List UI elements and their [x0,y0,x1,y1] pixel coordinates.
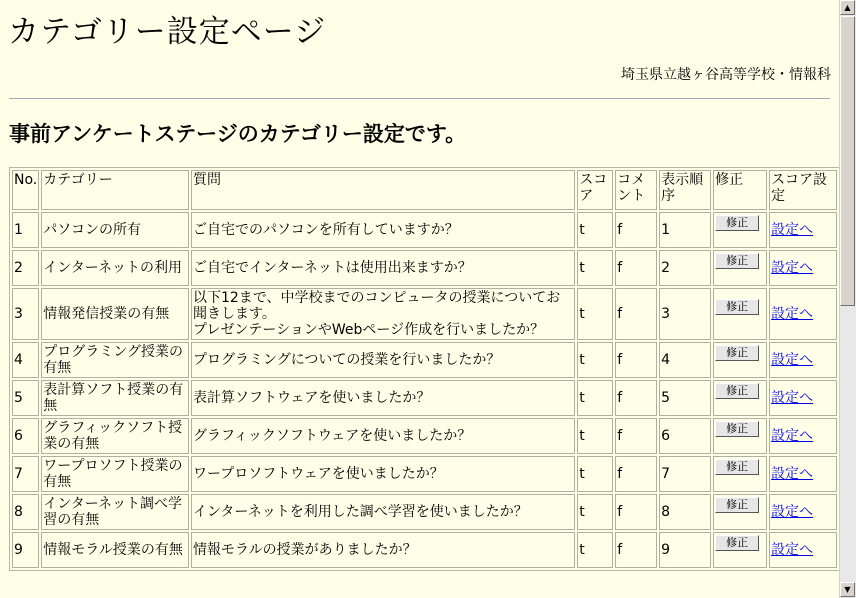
edit-button[interactable]: 修正 [715,535,759,551]
page-title: カテゴリー設定ページ [8,14,327,50]
cell-order: 6 [659,418,711,454]
table-row [12,494,837,530]
cell-category: ワープロソフト授業の有無 [41,456,189,492]
edit-button[interactable]: 修正 [715,253,759,269]
cell-order: 3 [659,288,711,340]
cell-score: t [577,456,613,492]
cell-comment: f [615,342,657,378]
cell-edit [713,380,767,416]
cell-score-setting [769,456,837,492]
score-setting-link[interactable]: 設定へ [771,542,814,558]
table-row [12,288,837,340]
cell-category: インターネット調べ学習の有無 [41,494,189,530]
cell-comment: f [615,456,657,492]
cell-no: 6 [12,418,39,454]
edit-button[interactable]: 修正 [715,497,759,513]
score-setting-link[interactable]: 設定へ [771,428,814,444]
category-table [9,167,840,571]
col-score-setting: スコア設定 [769,170,837,210]
vertical-scrollbar[interactable] [839,0,856,598]
cell-score-setting [769,342,837,378]
cell-category: インターネットの利用 [41,250,189,286]
cell-edit [713,418,767,454]
cell-score: t [577,418,613,454]
cell-order: 4 [659,342,711,378]
table-header-row [12,170,837,210]
score-setting-link[interactable]: 設定へ [771,390,814,406]
score-setting-link[interactable]: 設定へ [771,306,814,322]
table-row [12,250,837,286]
cell-score-setting [769,250,837,286]
col-score: スコア [577,170,613,210]
cell-category: プログラミング授業の有無 [41,342,189,378]
cell-score: t [577,380,613,416]
edit-button[interactable]: 修正 [715,215,759,231]
edit-button[interactable]: 修正 [715,299,759,315]
col-order: 表示順序 [659,170,711,210]
cell-question: プログラミングについての授業を行いましたか？ [191,342,575,378]
cell-comment: f [615,212,657,248]
cell-edit [713,288,767,340]
score-setting-link[interactable]: 設定へ [771,222,814,238]
cell-no: 4 [12,342,39,378]
table-row [12,342,837,378]
cell-question: ご自宅でインターネットは使用出来ますか？ [191,250,575,286]
cell-edit [713,456,767,492]
cell-comment: f [615,288,657,340]
table-row [12,456,837,492]
col-category: カテゴリー [41,170,189,210]
down-arrow-icon[interactable]: ▼ [840,582,855,597]
cell-edit [713,212,767,248]
cell-edit [713,494,767,530]
organization-name: 埼玉県立越ヶ谷高等学校・情報科 [621,67,831,83]
cell-question: 情報モラルの授業がありましたか？ [191,532,575,568]
cell-score-setting [769,212,837,248]
score-setting-link[interactable]: 設定へ [771,260,814,276]
cell-question: ワープロソフトウェアを使いましたか？ [191,456,575,492]
cell-category: 情報発信授業の有無 [41,288,189,340]
cell-edit [713,342,767,378]
cell-score: t [577,342,613,378]
score-setting-link[interactable]: 設定へ [771,352,814,368]
cell-score: t [577,494,613,530]
cell-order: 8 [659,494,711,530]
cell-order: 2 [659,250,711,286]
cell-question: グラフィックソフトウェアを使いましたか？ [191,418,575,454]
table-row [12,380,837,416]
cell-no: 7 [12,456,39,492]
edit-button[interactable]: 修正 [715,383,759,399]
cell-no: 9 [12,532,39,568]
cell-edit [713,250,767,286]
edit-button[interactable]: 修正 [715,459,759,475]
cell-question: 表計算ソフトウェアを使いましたか？ [191,380,575,416]
score-setting-link[interactable]: 設定へ [771,504,814,520]
cell-order: 9 [659,532,711,568]
cell-category: グラフィックソフト授業の有無 [41,418,189,454]
cell-question: インターネットを利用した調べ学習を使いましたか？ [191,494,575,530]
cell-question: ご自宅でのパソコンを所有していますか？ [191,212,575,248]
cell-no: 5 [12,380,39,416]
cell-order: 7 [659,456,711,492]
cell-comment: f [615,494,657,530]
cell-category: パソコンの所有 [41,212,189,248]
edit-button[interactable]: 修正 [715,421,759,437]
col-edit: 修正 [713,170,767,210]
scrollbar-thumb[interactable] [840,16,855,306]
col-no: No. [12,170,39,210]
table-row [12,532,837,568]
cell-score-setting [769,418,837,454]
table-row [12,212,837,248]
cell-no: 2 [12,250,39,286]
cell-score: t [577,532,613,568]
cell-category: 表計算ソフト授業の有無 [41,380,189,416]
page-subtitle: 事前アンケートステージのカテゴリー設定です。 [9,122,467,146]
score-setting-link[interactable]: 設定へ [771,466,814,482]
cell-no: 1 [12,212,39,248]
cell-comment: f [615,532,657,568]
cell-score-setting [769,494,837,530]
cell-score: t [577,250,613,286]
cell-order: 1 [659,212,711,248]
cell-order: 5 [659,380,711,416]
cell-comment: f [615,418,657,454]
cell-no: 8 [12,494,39,530]
cell-score-setting [769,380,837,416]
cell-question: 以下12まで、中学校までのコンピュータの授業についてお聞きします。 プレゼンテーションやWebページ作成を行いましたか？ [191,288,575,340]
col-question: 質問 [191,170,575,210]
col-comment: コメント [615,170,657,210]
cell-category: 情報モラル授業の有無 [41,532,189,568]
cell-score: t [577,288,613,340]
cell-score: t [577,212,613,248]
divider [9,98,830,100]
edit-button[interactable]: 修正 [715,345,759,361]
table-row [12,418,837,454]
cell-score-setting [769,288,837,340]
cell-edit [713,532,767,568]
up-arrow-icon[interactable]: ▲ [840,0,855,15]
cell-comment: f [615,250,657,286]
cell-comment: f [615,380,657,416]
cell-score-setting [769,532,837,568]
cell-no: 3 [12,288,39,340]
